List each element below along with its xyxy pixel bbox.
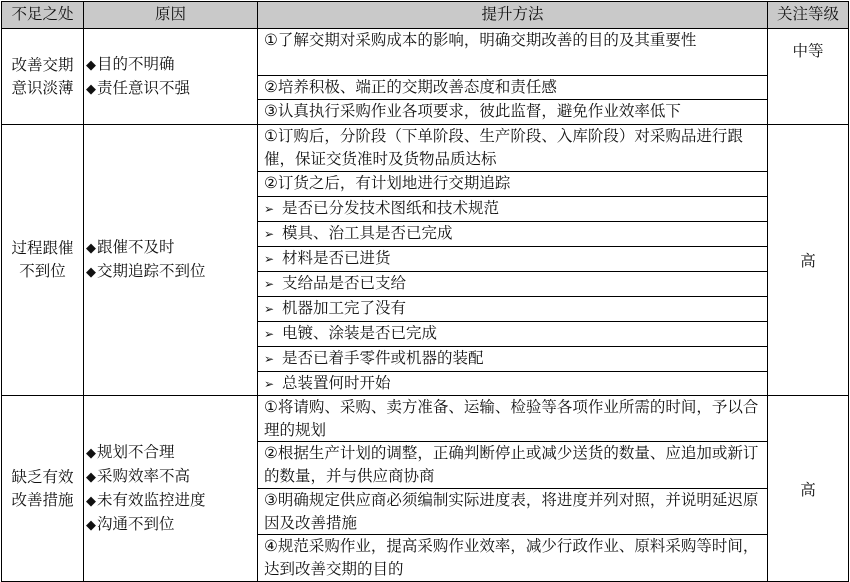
level-cell: 高 [768,125,849,396]
method-subitem: ➢ 电镀、涂装是否已完成 [258,322,767,347]
level-cell: 中等 [768,29,849,125]
table-row [2,29,849,125]
cause-item: ◆ 责任意识不强 [86,77,257,101]
cause-item: ◆ 规划不合理 [86,441,257,465]
issue-line: 过程跟催 [11,239,74,257]
method-item: ①将请购、采购、卖方准备、运输、检验等各项作业所需的时间，予以合理的规划 [258,396,767,442]
method-item: ④规范采购作业，提高采购作业效率，减少行政作业、原料采购等时间，达到改善交期的目的 [264,537,759,578]
issue-line: 意识淡薄 [11,78,74,97]
issue-cell [2,396,84,582]
method-item: ①了解交期对采购成本的影响，明确交期改善的目的及其重要性 [258,29,767,76]
table-row [2,396,849,582]
method-item: ③认真执行采购作业各项要求，彼此监督，避免作业效率低下 [264,102,681,120]
issue-line: 改善措施 [11,490,74,509]
method-subitem: ➢ 是否已分发技术图纸和技术规范 [258,197,767,222]
methods-cell [258,29,768,125]
cause-item: ◆ 沟通不到位 [86,513,257,537]
header-issue: 不足之处 [2,2,84,29]
issue-line: 不到位 [19,262,66,280]
header-method: 提升方法 [258,2,768,29]
issue-cell [2,125,84,396]
issue-line: 改善交期 [11,55,74,74]
method-subitem: ➢ 机器加工完了没有 [258,297,767,322]
cause-item: ◆ 未有效监控进度 [86,489,257,513]
cause-item: ◆ 交期追踪不到位 [86,260,257,284]
methods-cell [258,125,768,396]
cause-item: ◆ 采购效率不高 [86,465,257,489]
method-item: ②根据生产计划的调整，正确判断停止或减少送货的数量、应追加或新订的数量，并与供应商协商 [258,442,767,489]
method-subitem: ➢ 支给品是否已支给 [258,272,767,297]
method-subitem: ➢ 是否已着手零件或机器的装配 [258,347,767,372]
header-level: 关注等级 [768,2,849,29]
issue-cell [2,29,84,125]
cause-cell [84,396,258,582]
improvement-table-wrap [1,1,849,582]
method-subitem: ➢ 总装置何时开始 [258,372,767,395]
issue-line: 缺乏有效 [11,467,74,486]
improvement-table [1,1,849,582]
methods-cell [258,396,768,582]
method-subitem: ➢ 模具、治工具是否已完成 [258,222,767,247]
method-item: ①订购后，分阶段（下单阶段、生产阶段、入库阶段）对采购品进行跟催，保证交货准时及货物品质达标 [258,125,767,172]
table-row [2,125,849,396]
method-item: ③明确规定供应商必须编制实际进度表，将进度并列对照，并说明延迟原因及改善措施 [258,489,767,535]
level-cell: 高 [768,396,849,582]
method-item: ②培养积极、端正的交期改善态度和责任感 [258,76,767,100]
method-subitem: ➢ 材料是否已进货 [258,247,767,272]
header-cause: 原因 [84,2,258,29]
method-item: ②订货之后，有计划地进行交期追踪 [258,172,767,197]
header-row [2,2,849,29]
cause-item: ◆ 跟催不及时 [86,236,257,260]
cause-cell [84,125,258,396]
cause-item: ◆ 目的不明确 [86,53,257,77]
cause-cell [84,29,258,125]
